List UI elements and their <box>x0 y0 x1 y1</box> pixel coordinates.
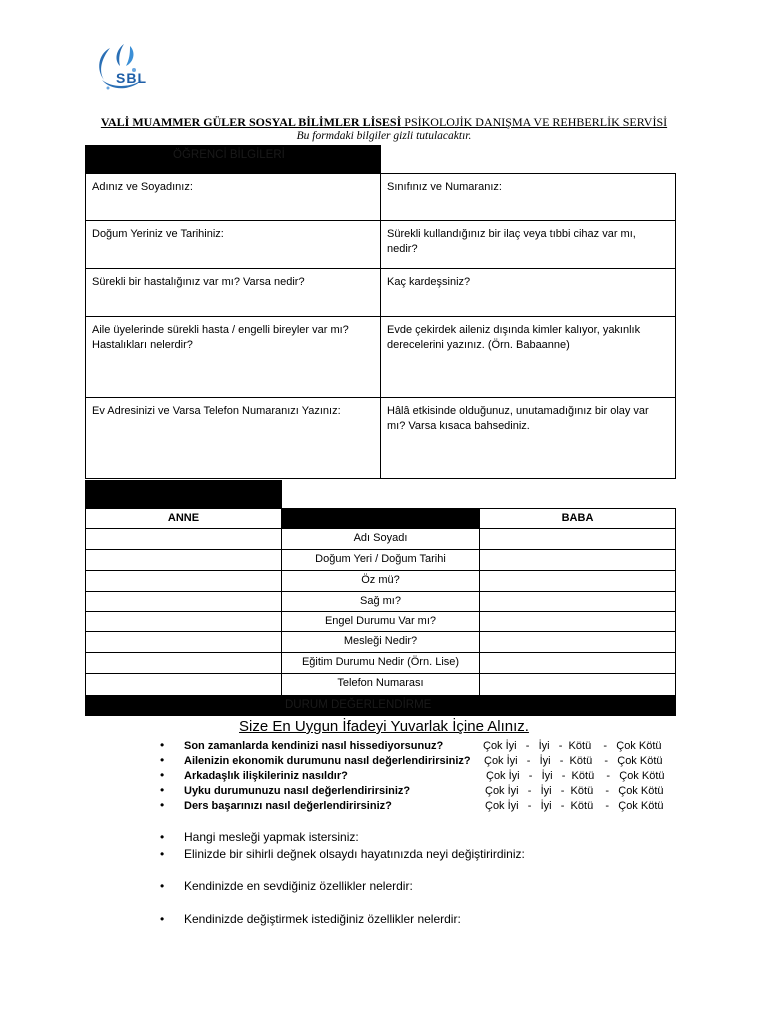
bullet-icon: • <box>160 847 165 861</box>
family-row-label: Eğitim Durumu Nedir (Örn. Lise) <box>281 652 480 674</box>
field-address-phone[interactable]: Ev Adresinizi ve Varsa Telefon Numaranızı Yazınız: <box>85 397 381 479</box>
rating-options[interactable]: Çok İyi - İyi - Kötü - Çok Kötü <box>485 800 664 812</box>
field-siblings[interactable]: Kaç kardeşsiniz? <box>380 268 676 317</box>
question-text: Ders başarınızı nasıl değerlendirirsiniz? <box>184 800 392 812</box>
field-class-number[interactable]: Sınıfınız ve Numaranız: <box>380 173 676 221</box>
family-row-label: Adı Soyadı <box>281 528 480 550</box>
father-cell[interactable] <box>479 631 676 653</box>
mother-cell[interactable] <box>85 591 282 612</box>
mother-cell[interactable] <box>85 570 282 592</box>
question-text: Ailenizin ekonomik durumunu nasıl değerlendirirsiniz? <box>184 755 471 767</box>
father-header: BABA <box>479 508 676 529</box>
family-row-label: Öz mü? <box>281 570 480 592</box>
student-section-title: ÖĞRENCİ BİLGİLERİ <box>173 149 285 161</box>
question-text: Son zamanlarda kendinizi nasıl hissediyorsunuz? <box>184 740 444 752</box>
student-section-header <box>85 145 381 173</box>
mother-cell[interactable] <box>85 528 282 550</box>
school-name: VALİ MUAMMER GÜLER SOSYAL BİLİMLER LİSESİ <box>100 115 402 129</box>
father-cell[interactable] <box>479 591 676 612</box>
assessment-section-title: DURUM DEĞERLENDİRME <box>285 699 432 711</box>
mother-cell[interactable] <box>85 611 282 632</box>
open-question-text: Kendinizde en sevdiğiniz özellikler nelerdir: <box>184 879 413 893</box>
school-title <box>0 115 768 130</box>
service-name: PSİKOLOJİK DANIŞMA VE REHBERLİK SERVİSİ <box>401 115 668 129</box>
question-text: Arkadaşlık ilişkileriniz nasıldır? <box>184 770 348 782</box>
confidential-note: Bu formdaki bilgiler gizli tutulacaktır. <box>296 130 472 142</box>
assessment-section-header <box>85 696 676 716</box>
father-cell[interactable] <box>479 673 676 696</box>
bullet-icon: • <box>160 768 165 782</box>
bullet-icon: • <box>160 798 165 812</box>
family-section-header <box>85 480 282 508</box>
field-medication[interactable]: Sürekli kullandığınız bir ilaç veya tıbbi cihaz var mı, nedir? <box>380 220 676 269</box>
father-cell[interactable] <box>479 570 676 592</box>
rating-options[interactable]: Çok İyi - İyi - Kötü - Çok Kötü <box>485 785 664 797</box>
question-text: Uyku durumunuzu nasıl değerlendirirsiniz? <box>184 785 411 797</box>
field-name[interactable]: Adınız ve Soyadınız: <box>85 173 381 221</box>
instruction-text: Size En Uygun İfadeyi Yuvarlak İçine Alınız. <box>239 718 529 735</box>
logo-text: SBL <box>116 70 147 86</box>
bullet-icon: • <box>160 879 165 893</box>
field-family-health[interactable]: Aile üyelerinde sürekli hasta / engelli bireyler var mı? Hastalıkları nelerdir? <box>85 316 381 398</box>
mother-cell[interactable] <box>85 673 282 696</box>
mother-cell[interactable] <box>85 652 282 674</box>
rating-options[interactable]: Çok İyi - İyi - Kötü - Çok Kötü <box>483 740 662 752</box>
field-memorable-event[interactable]: Hâlâ etkisinde olduğunuz, unutamadığınız bir olay var mı? Varsa kısaca bahsediniz. <box>380 397 676 479</box>
school-logo <box>90 40 158 96</box>
mother-cell[interactable] <box>85 549 282 571</box>
rating-options[interactable]: Çok İyi - İyi - Kötü - Çok Kötü <box>484 755 663 767</box>
father-cell[interactable] <box>479 611 676 632</box>
family-row-label: Engel Durumu Var mı? <box>281 611 480 632</box>
father-cell[interactable] <box>479 549 676 571</box>
rating-options[interactable]: Çok İyi - İyi - Kötü - Çok Kötü <box>486 770 665 782</box>
father-cell[interactable] <box>479 652 676 674</box>
family-row-label: Mesleği Nedir? <box>281 631 480 653</box>
field-illness[interactable]: Sürekli bir hastalığınız var mı? Varsa nedir? <box>85 268 381 317</box>
bullet-icon: • <box>160 912 165 926</box>
family-middle-header <box>281 508 480 529</box>
open-question-text: Kendinizde değiştirmek istediğiniz özellikler nelerdir: <box>184 912 461 926</box>
bullet-icon: • <box>160 753 165 767</box>
open-question-text: Elinizde bir sihirli değnek olsaydı hayatınızda neyi değiştirirdiniz: <box>184 847 525 861</box>
family-row-label: Telefon Numarası <box>281 673 480 696</box>
family-row-label: Doğum Yeri / Doğum Tarihi <box>281 549 480 571</box>
field-household[interactable]: Evde çekirdek aileniz dışında kimler kalıyor, yakınlık derecelerini yazınız. (Örn. Babaanne) <box>380 316 676 398</box>
bullet-icon: • <box>160 783 165 797</box>
father-cell[interactable] <box>479 528 676 550</box>
open-question-text: Hangi mesleği yapmak istersiniz: <box>184 830 359 844</box>
mother-cell[interactable] <box>85 631 282 653</box>
leaf-logo-icon <box>90 40 158 96</box>
field-birthplace-date[interactable]: Doğum Yeriniz ve Tarihiniz: <box>85 220 381 269</box>
bullet-icon: • <box>160 830 165 844</box>
mother-header: ANNE <box>85 508 282 529</box>
family-row-label: Sağ mı? <box>281 591 480 612</box>
bullet-icon: • <box>160 738 165 752</box>
